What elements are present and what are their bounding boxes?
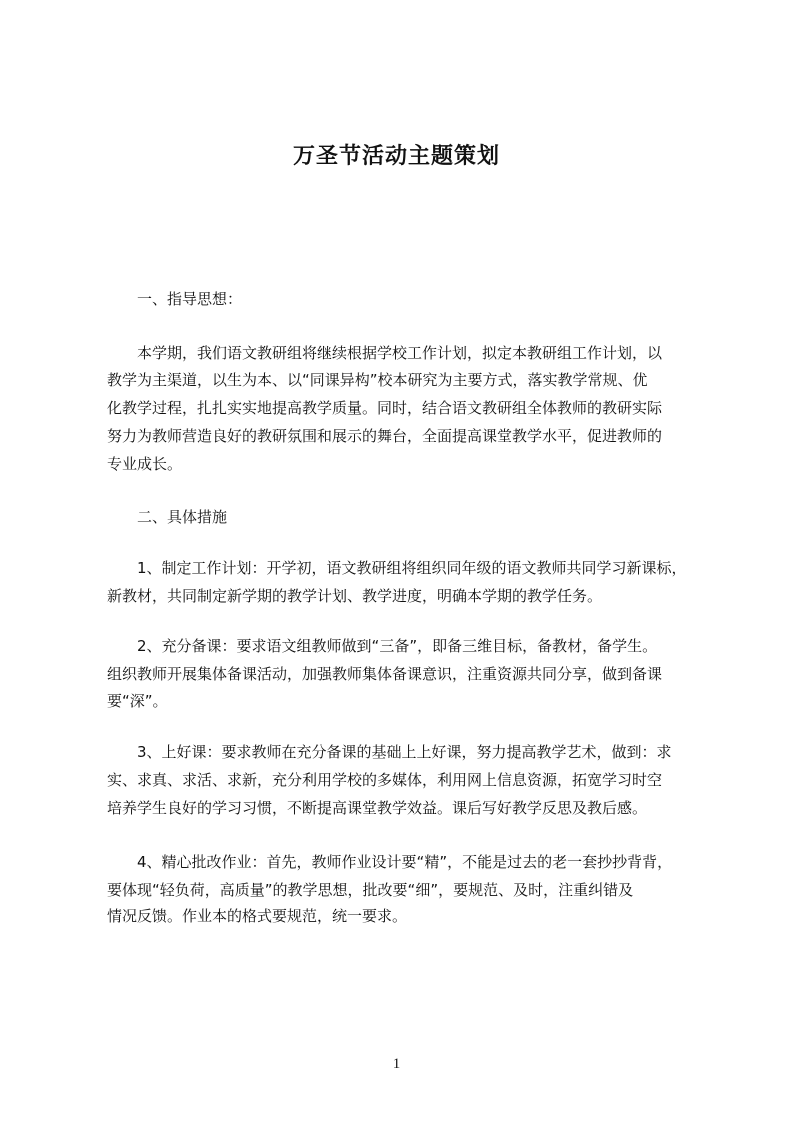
paragraph-line: 本学期，我们语文教研组将继续根据学校工作计划，拟定本教研组工作计划，以 — [137, 344, 663, 362]
paragraph-line: 实、求真、求活、求新，充分利用学校的多媒体，利用网上信息资源，拓宽学习时空 — [107, 771, 663, 789]
paragraph-line: 培养学生良好的学习习惯，不断提高课堂教学效益。课后写好教学反思及教后感。 — [107, 799, 648, 817]
paragraph-line: 2、充分备课：要求语文组教师做到“三备”，即备三维目标，备教材，备学生。 — [137, 637, 658, 655]
paragraph-line: 努力为教师营造良好的教研氛围和展示的舞台，全面提高课堂教学水平，促进教师的 — [107, 427, 663, 445]
paragraph-line: 组织教师开展集体备课活动，加强教师集体备课意识，注重资源共同分享，做到备课 — [107, 665, 663, 683]
paragraph-line: 3、上好课：要求教师在充分备课的基础上上好课，努力提高教学艺术，做到：求 — [137, 743, 672, 761]
page-number: 1 — [392, 1056, 401, 1072]
paragraph-line: 要“深”。 — [107, 692, 168, 710]
section-heading-guiding-ideology: 一、指导思想： — [137, 290, 243, 308]
section-heading-specific-measures: 二、具体措施 — [137, 508, 228, 526]
paragraph-line: 化教学过程，扎扎实实地提高教学质量。同时，结合语文教研组全体教师的教研实际 — [107, 399, 663, 417]
paragraph-line: 要体现“轻负荷，高质量”的教学思想，批改要“细”，要规范、及时，注重纠错及 — [107, 881, 634, 899]
paragraph-line: 新教材，共同制定新学期的教学计划、教学进度，明确本学期的教学任务。 — [107, 587, 603, 605]
paragraph-line: 教学为主渠道，以生为本、以“同课异构”校本研究为主要方式，落实教学常规、优 — [107, 371, 648, 389]
paragraph-line: 专业成长。 — [107, 455, 183, 473]
page-title: 万圣节活动主题策划 — [292, 144, 500, 169]
paragraph-line: 1、制定工作计划：开学初，语文教研组将组织同年级的语文教师共同学习新课标， — [137, 559, 687, 577]
paragraph-line: 情况反馈。作业本的格式要规范，统一要求。 — [107, 907, 408, 925]
paragraph-line: 4、精心批改作业：首先，教师作业设计要“精”，不能是过去的老一套抄抄背背， — [137, 853, 673, 871]
